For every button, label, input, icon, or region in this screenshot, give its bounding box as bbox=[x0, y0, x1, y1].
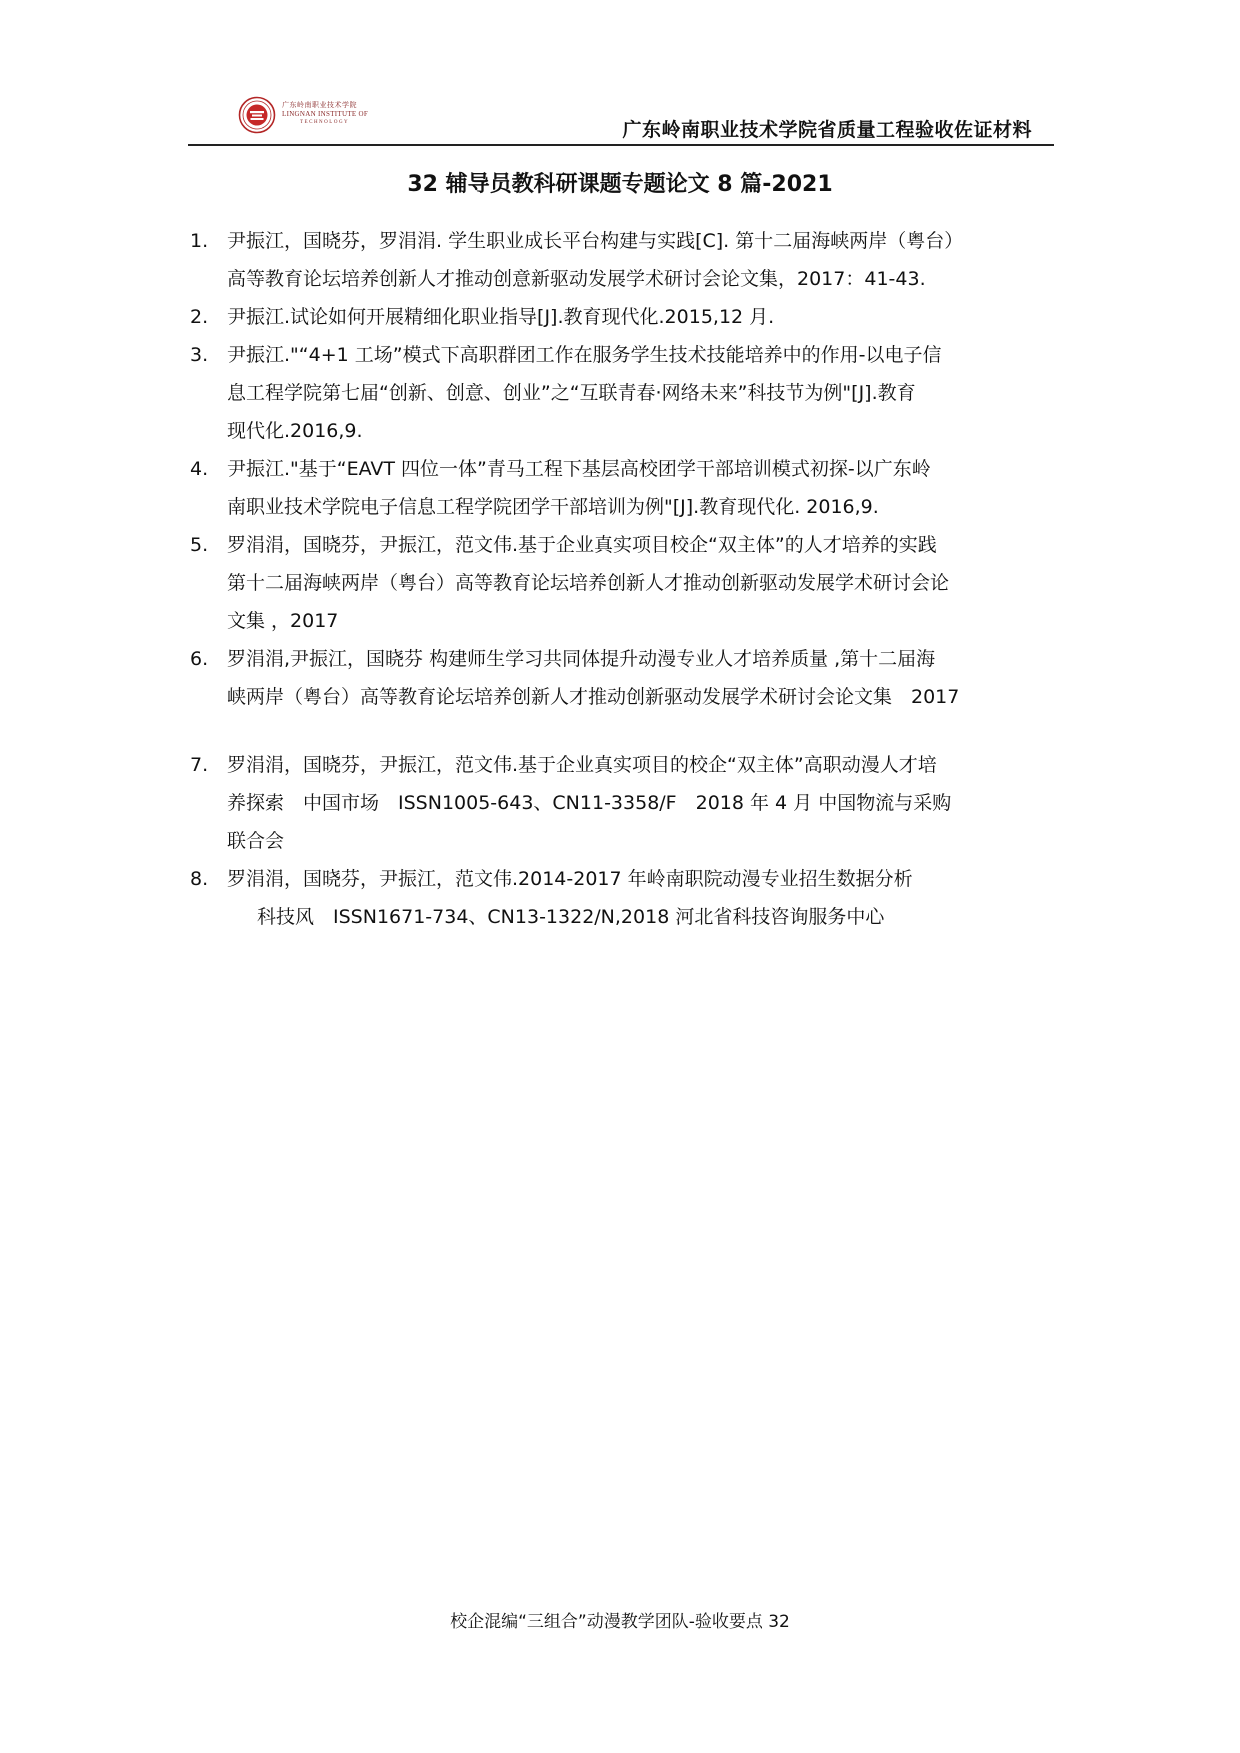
reference-list bbox=[190, 222, 1065, 936]
reference-line: 南职业技术学院电子信息工程学院团学干部培训为例"[J].教育现代化. 2016,9. bbox=[227, 496, 879, 518]
reference-item bbox=[190, 526, 1065, 640]
reference-item bbox=[190, 746, 1065, 860]
header-title: 广东岭南职业技术学院省质量工程验收佐证材料 bbox=[622, 119, 1032, 141]
reference-line: 尹振江，国晓芬，罗涓涓. 学生职业成长平台构建与实践[C]. 第十二届海峡两岸（粤台） bbox=[227, 230, 964, 252]
reference-number: 7. bbox=[190, 754, 209, 776]
reference-line: 第十二届海峡两岸（粤台）高等教育论坛培养创新人才推动创新驱动发展学术研讨会论 bbox=[227, 572, 950, 594]
reference-line: 息工程学院第七届“创新、创意、创业”之“互联青春·网络未来”科技节为例"[J].教育 bbox=[227, 382, 916, 404]
logo-english-name: LINGNAN INSTITUTE OF bbox=[282, 110, 369, 118]
reference-line: 峡两岸（粤台）高等教育论坛培养创新人才推动创新驱动发展学术研讨会论文集 2017 bbox=[227, 686, 960, 708]
logo-chinese-name: 广东岭南职业技术学院 bbox=[282, 101, 357, 109]
reference-line: 现代化.2016,9. bbox=[227, 420, 363, 442]
reference-line: 尹振江."“4+1 工场”模式下高职群团工作在服务学生技术技能培养中的作用-以电子信 bbox=[227, 344, 942, 366]
reference-item bbox=[190, 860, 1065, 936]
reference-line: 罗涓涓，国晓芬，尹振江，范文伟.基于企业真实项目校企“双主体”的人才培养的实践 bbox=[227, 534, 937, 556]
reference-line: 科技风 ISSN1671-734、CN13-1322/N,2018 河北省科技咨询服务中心 bbox=[257, 906, 885, 928]
institute-logo bbox=[238, 96, 378, 136]
reference-number: 5. bbox=[190, 534, 209, 556]
page-header bbox=[188, 88, 1054, 146]
reference-number: 1. bbox=[190, 230, 209, 252]
reference-line: 文集 ，2017 bbox=[227, 610, 339, 632]
reference-item bbox=[190, 450, 1065, 526]
logo-english-name-line2: TECHNOLOGY bbox=[300, 120, 350, 125]
reference-line: 尹振江.试论如何开展精细化职业指导[J].教育现代化.2015,12 月. bbox=[227, 306, 775, 328]
reference-number: 6. bbox=[190, 648, 209, 670]
reference-line: 罗涓涓，国晓芬，尹振江，范文伟.基于企业真实项目的校企“双主体”高职动漫人才培 bbox=[227, 754, 937, 776]
reference-item bbox=[190, 298, 1065, 336]
reference-number: 3. bbox=[190, 344, 209, 366]
page-footer: 校企混编“三组合”动漫教学团队-验收要点 32 bbox=[450, 1612, 790, 1632]
reference-item bbox=[190, 222, 1065, 298]
reference-line: 联合会 bbox=[227, 830, 285, 852]
reference-item bbox=[190, 640, 1065, 716]
reference-line: 养探索 中国市场 ISSN1005-643、CN11-3358/F 2018 年 4 月 中国物流与采购 bbox=[227, 792, 952, 814]
reference-item bbox=[190, 336, 1065, 450]
reference-number: 4. bbox=[190, 458, 209, 480]
reference-number: 2. bbox=[190, 306, 209, 328]
document-title: 32 辅导员教科研课题专题论文 8 篇-2021 bbox=[407, 172, 833, 197]
reference-line: 高等教育论坛培养创新人才推动创意新驱动发展学术研讨会论文集，2017：41-43. bbox=[227, 268, 926, 290]
reference-line: 尹振江."基于“EAVT 四位一体”青马工程下基层高校团学干部培训模式初探-以广东岭 bbox=[227, 458, 931, 480]
reference-line: 罗涓涓，国晓芬，尹振江，范文伟.2014-2017 年岭南职院动漫专业招生数据分析 bbox=[227, 868, 913, 890]
reference-number: 8. bbox=[190, 868, 209, 890]
institute-seal-icon bbox=[238, 96, 276, 134]
reference-line: 罗涓涓,尹振江，国晓芬 构建师生学习共同体提升动漫专业人才培养质量 ,第十二届海 bbox=[227, 648, 936, 670]
